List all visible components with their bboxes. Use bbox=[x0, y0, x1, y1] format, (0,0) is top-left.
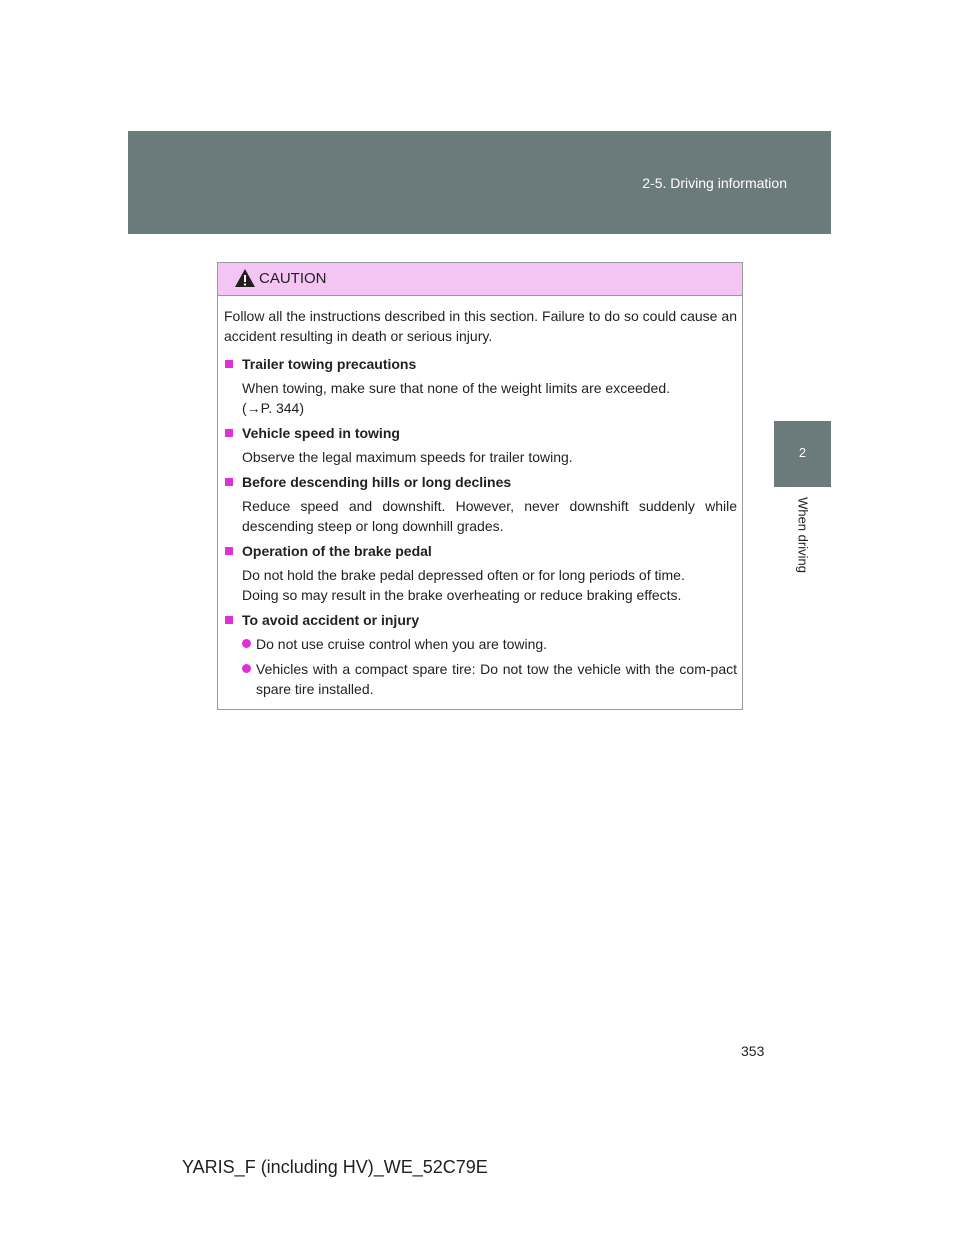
chapter-number: 2 bbox=[798, 445, 807, 460]
item-title: Operation of the brake pedal bbox=[224, 541, 737, 561]
list-item bbox=[224, 610, 737, 699]
item-text bbox=[242, 565, 737, 605]
chapter-tab bbox=[774, 421, 831, 487]
caution-header bbox=[218, 263, 742, 296]
item-text bbox=[242, 378, 737, 418]
caution-intro: Follow all the instructions described in this section. Failure to do so could cause an accident resulting in death or serious injury. bbox=[224, 308, 737, 344]
warning-triangle-icon bbox=[234, 268, 256, 288]
caution-title: CAUTION bbox=[259, 270, 327, 287]
chapter-label: When driving bbox=[795, 497, 811, 573]
caution-box bbox=[217, 262, 743, 710]
item-title: To avoid accident or injury bbox=[224, 610, 737, 630]
page-number: 353 bbox=[741, 1043, 765, 1059]
header-band bbox=[128, 131, 831, 234]
item-title: Trailer towing precautions bbox=[224, 354, 737, 374]
item-text-line: Doing so may result in the brake overheating or reduce braking effects. bbox=[242, 587, 682, 603]
page-reference: (→P. 344) bbox=[242, 400, 304, 416]
sub-item: Vehicles with a compact spare tire: Do not tow the vehicle with the com-pact spare tire installed. bbox=[242, 659, 737, 699]
item-text: Reduce speed and downshift. However, never downshift suddenly while descending steep or long downhill grades. bbox=[242, 498, 737, 534]
caution-body bbox=[218, 296, 742, 699]
item-text-line: Do not hold the brake pedal depressed often or for long periods of time. bbox=[242, 567, 685, 583]
list-item bbox=[224, 541, 737, 605]
item-title: Vehicle speed in towing bbox=[224, 423, 737, 443]
sub-item: Do not use cruise control when you are towing. bbox=[242, 634, 737, 654]
list-item bbox=[224, 472, 737, 536]
list-item bbox=[224, 423, 737, 467]
section-title: 2-5. Driving information bbox=[642, 175, 787, 191]
list-item bbox=[224, 354, 737, 418]
item-text: Observe the legal maximum speeds for trailer towing. bbox=[242, 449, 573, 465]
document-code: YARIS_F (including HV)_WE_52C79E bbox=[182, 1157, 488, 1177]
item-title: Before descending hills or long declines bbox=[224, 472, 737, 492]
item-text-line: When towing, make sure that none of the weight limits are exceeded. bbox=[242, 380, 671, 396]
